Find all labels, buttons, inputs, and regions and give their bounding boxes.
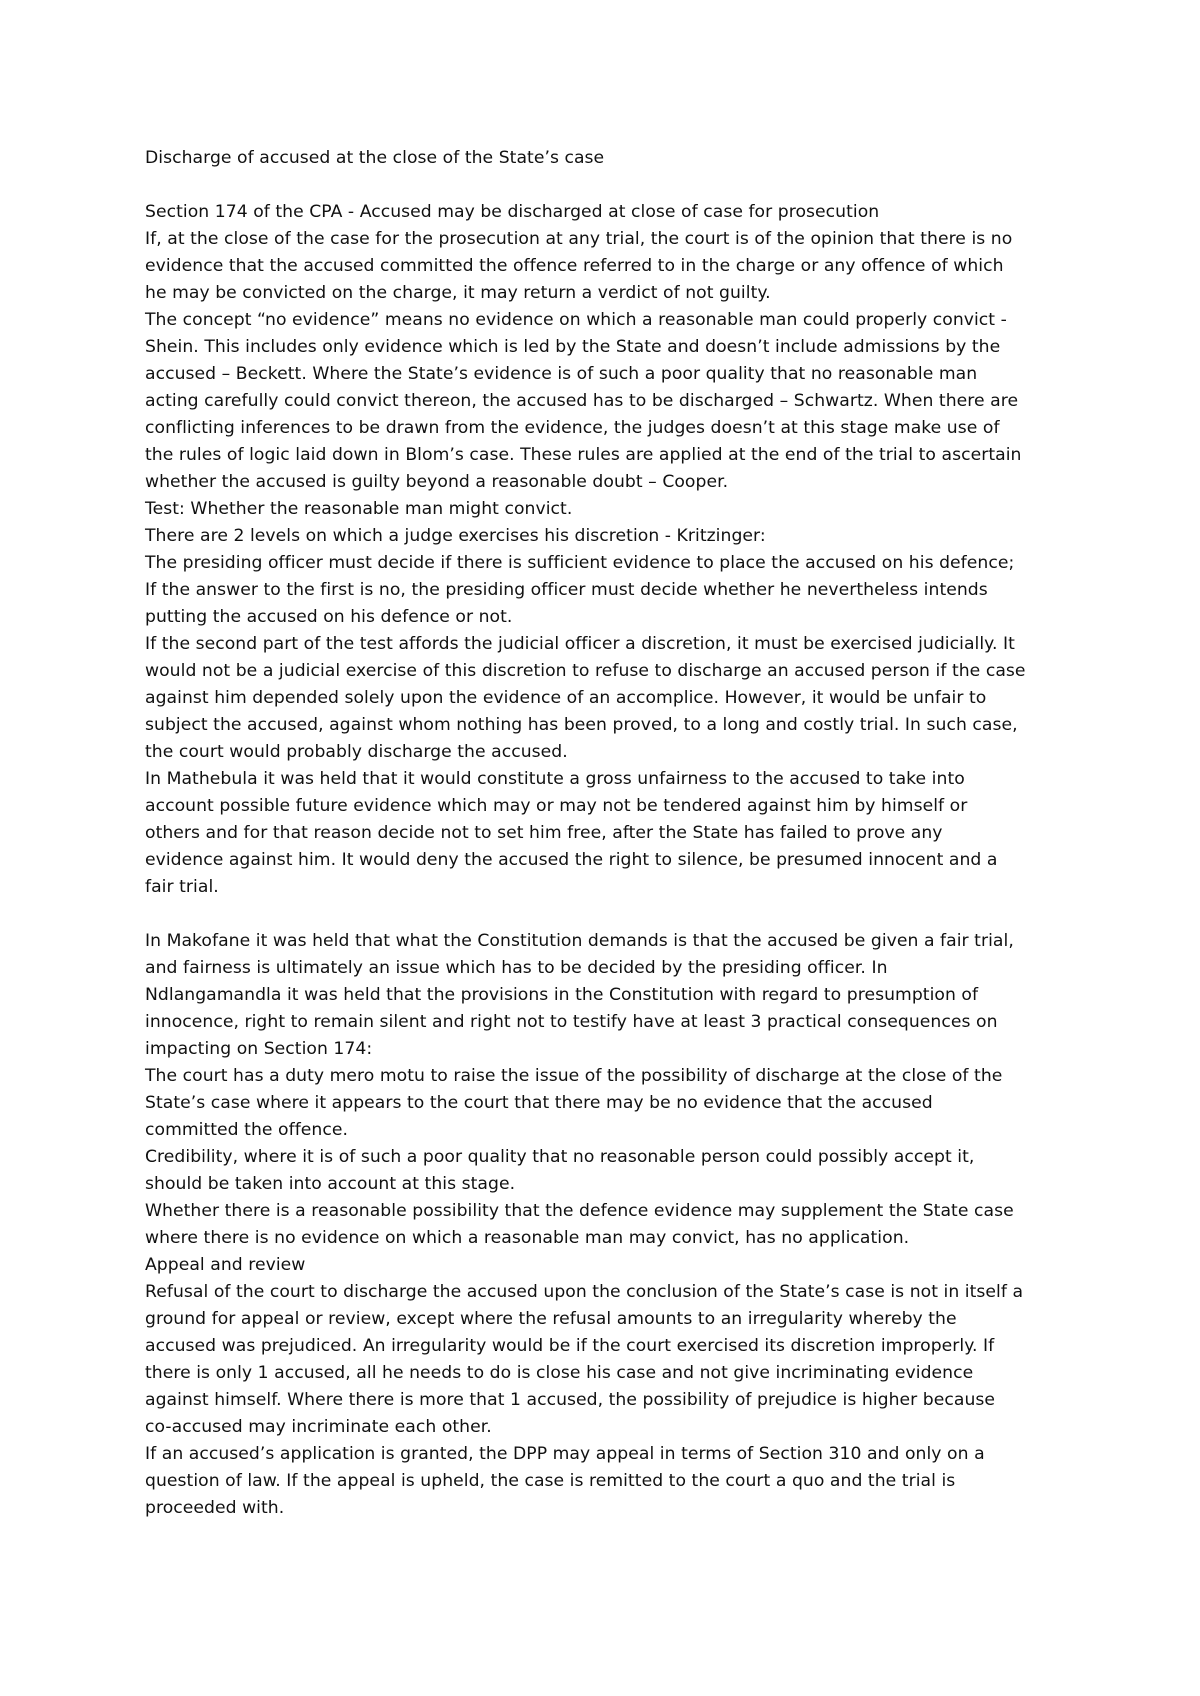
text-block-section-174 bbox=[145, 199, 1065, 901]
text-line: should be taken into account at this stage. bbox=[145, 1174, 516, 1194]
text-line: If, at the close of the case for the prosecution at any trial, the court is of the opinion that there is no bbox=[145, 229, 1013, 249]
text-line: The concept “no evidence” means no evidence on which a reasonable man could properly convict - bbox=[145, 310, 1007, 330]
text-line: co-accused may incriminate each other. bbox=[145, 1417, 492, 1437]
text-line: The presiding officer must decide if there is sufficient evidence to place the accused on his defence; bbox=[145, 553, 1015, 573]
text-line: acting carefully could convict thereon, the accused has to be discharged – Schwartz. When there are bbox=[145, 391, 1019, 411]
text-line: Credibility, where it is of such a poor quality that no reasonable person could possibly accept it, bbox=[145, 1147, 975, 1167]
text-line: would not be a judicial exercise of this discretion to refuse to discharge an accused person if the case bbox=[145, 661, 1026, 681]
text-line: innocence, right to remain silent and right not to testify have at least 3 practical consequences on bbox=[145, 1012, 998, 1032]
text-line: conflicting inferences to be drawn from the evidence, the judges doesn’t at this stage make use of bbox=[145, 418, 1000, 438]
text-line: account possible future evidence which may or may not be tendered against him by himself or bbox=[145, 796, 968, 816]
text-line: against him depended solely upon the evidence of an accomplice. However, it would be unfair to bbox=[145, 688, 987, 708]
text-line: impacting on Section 174: bbox=[145, 1039, 373, 1059]
text-line: Test: Whether the reasonable man might convict. bbox=[145, 499, 573, 519]
text-line: Section 174 of the CPA - Accused may be discharged at close of case for prosecution bbox=[145, 202, 880, 222]
text-line: proceeded with. bbox=[145, 1498, 285, 1518]
text-line: If the answer to the first is no, the presiding officer must decide whether he nevertheless intends bbox=[145, 580, 988, 600]
text-line: The court has a duty mero motu to raise the issue of the possibility of discharge at the close of the bbox=[145, 1066, 1003, 1086]
text-line: If an accused’s application is granted, the DPP may appeal in terms of Section 310 and only on a bbox=[145, 1444, 985, 1464]
text-line: Ndlangamandla it was held that the provisions in the Constitution with regard to presumption of bbox=[145, 985, 979, 1005]
text-line: ground for appeal or review, except where the refusal amounts to an irregularity whereby the bbox=[145, 1309, 957, 1329]
text-line: accused – Beckett. Where the State’s evidence is of such a poor quality that no reasonable man bbox=[145, 364, 978, 384]
document-title: Discharge of accused at the close of the State’s case bbox=[145, 148, 605, 168]
text-line: the rules of logic laid down in Blom’s case. These rules are applied at the end of the trial to ascertain bbox=[145, 445, 1022, 465]
text-line: subject the accused, against whom nothing has been proved, to a long and costly trial. In such case, bbox=[145, 715, 1018, 735]
text-line: In Mathebula it was held that it would constitute a gross unfairness to the accused to take into bbox=[145, 769, 965, 789]
text-line: evidence against him. It would deny the accused the right to silence, be presumed innocent and a bbox=[145, 850, 998, 870]
text-line: where there is no evidence on which a reasonable man may convict, has no application. bbox=[145, 1228, 910, 1248]
text-line: Appeal and review bbox=[145, 1255, 306, 1275]
text-line: Refusal of the court to discharge the accused upon the conclusion of the State’s case is not in itself a bbox=[145, 1282, 1024, 1302]
text-line: he may be convicted on the charge, it may return a verdict of not guilty. bbox=[145, 283, 771, 303]
document-body bbox=[145, 145, 1065, 1522]
text-line: putting the accused on his defence or not. bbox=[145, 607, 513, 627]
text-line: there is only 1 accused, all he needs to do is close his case and not give incriminating evidence bbox=[145, 1363, 974, 1383]
text-line: the court would probably discharge the accused. bbox=[145, 742, 568, 762]
text-line: State’s case where it appears to the court that there may be no evidence that the accused bbox=[145, 1093, 933, 1113]
text-line: committed the offence. bbox=[145, 1120, 348, 1140]
text-line: and fairness is ultimately an issue which has to be decided by the presiding officer. In bbox=[145, 958, 888, 978]
paragraph-spacer bbox=[145, 172, 1065, 199]
text-line: There are 2 levels on which a judge exercises his discretion - Kritzinger: bbox=[145, 526, 766, 546]
text-line: Shein. This includes only evidence which is led by the State and doesn’t include admissions by the bbox=[145, 337, 1001, 357]
text-line: others and for that reason decide not to set him free, after the State has failed to prove any bbox=[145, 823, 943, 843]
text-line: fair trial. bbox=[145, 877, 219, 897]
text-line: Whether there is a reasonable possibility that the defence evidence may supplement the State case bbox=[145, 1201, 1014, 1221]
text-line: If the second part of the test affords the judicial officer a discretion, it must be exercised judicially. It bbox=[145, 634, 1015, 654]
text-line: accused was prejudiced. An irregularity would be if the court exercised its discretion improperly. If bbox=[145, 1336, 995, 1356]
text-line: In Makofane it was held that what the Constitution demands is that the accused be given a fair trial, bbox=[145, 931, 1014, 951]
text-line: against himself. Where there is more that 1 accused, the possibility of prejudice is higher because bbox=[145, 1390, 996, 1410]
text-block-constitution bbox=[145, 928, 1065, 1522]
text-line: evidence that the accused committed the offence referred to in the charge or any offence of which bbox=[145, 256, 1004, 276]
paragraph-spacer bbox=[145, 901, 1065, 928]
text-line: question of law. If the appeal is upheld, the case is remitted to the court a quo and the trial is bbox=[145, 1471, 956, 1491]
text-line: whether the accused is guilty beyond a reasonable doubt – Cooper. bbox=[145, 472, 729, 492]
